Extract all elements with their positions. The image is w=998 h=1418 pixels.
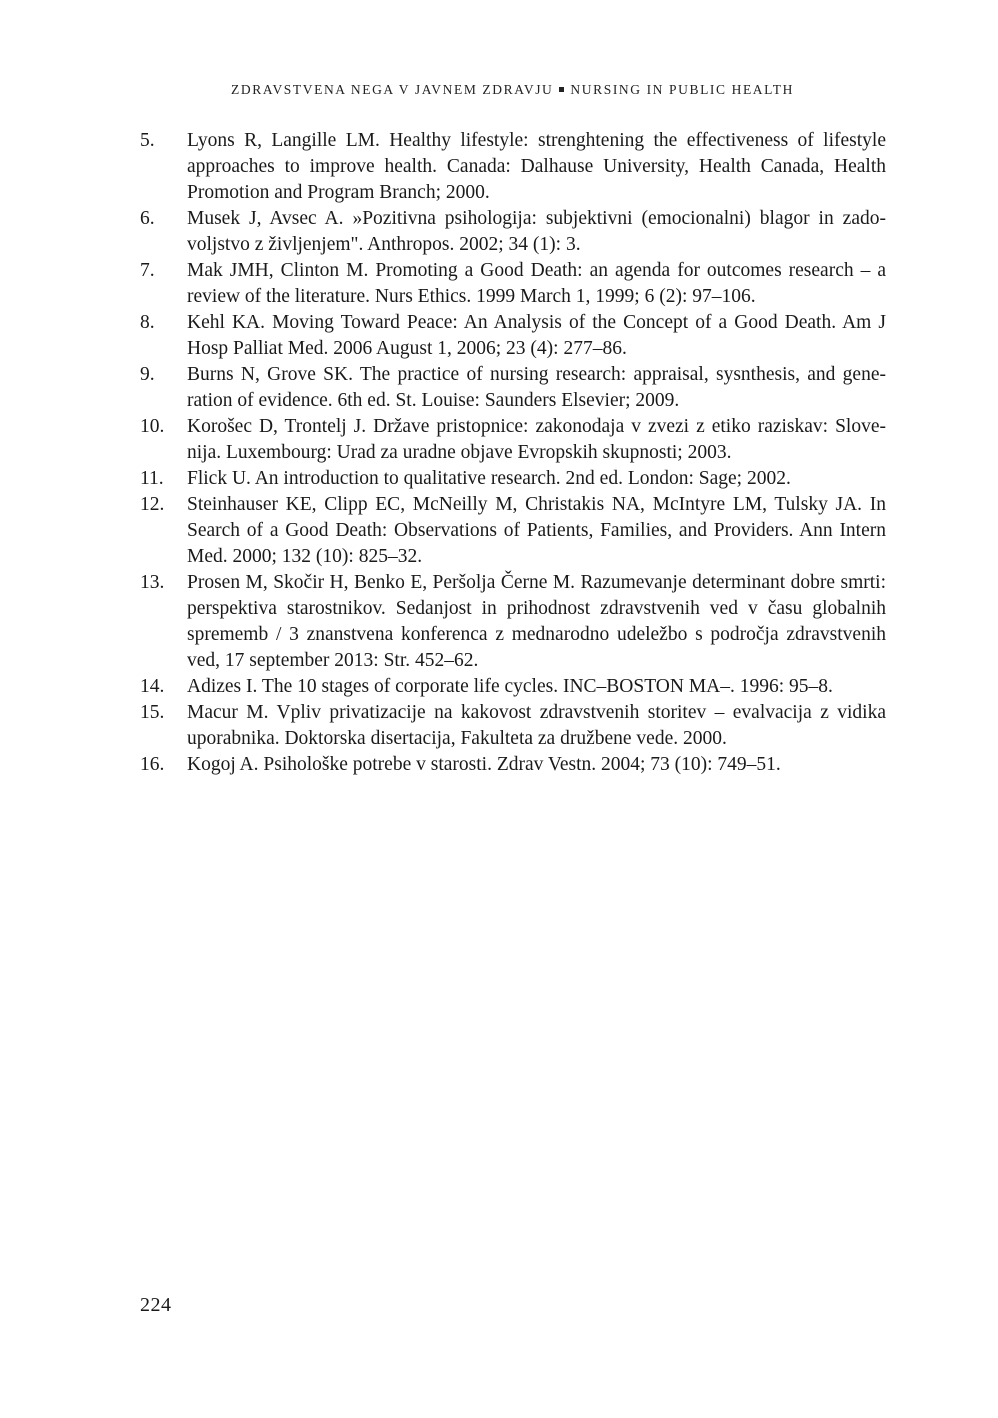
page-number: 224 (140, 1294, 172, 1316)
reference-number: 6. (140, 208, 155, 229)
reference-item (140, 700, 886, 752)
reference-item (140, 466, 886, 492)
reference-number: 11. (140, 468, 164, 489)
reference-text: Flick U. An introduction to qualitative research. 2nd ed. London: Sage; 2002. (187, 468, 791, 489)
reference-item (140, 674, 886, 700)
reference-item (140, 310, 886, 362)
running-header-left: ZDRAVSTVENA NEGA V JAVNEM ZDRAVJU (231, 82, 554, 97)
reference-text: Mak JMH, Clinton M. Promoting a Good Death: an agenda for outcomes research – a review of the literature. Nurs Ethics. 1999 March 1, 1999; 6 (2): 97–106. (187, 260, 886, 307)
reference-number: 10. (140, 416, 165, 437)
reference-number: 8. (140, 312, 155, 333)
reference-number: 14. (140, 676, 165, 697)
reference-text: Macur M. Vpliv privatizacije na kakovost zdravstvenih storitev – evalvacija z vidika uporabnika. Doktorska disertacija, Fakulteta za družbene vede. 2000. (187, 702, 886, 749)
reference-item (140, 206, 886, 258)
reference-number: 12. (140, 494, 165, 515)
reference-number: 16. (140, 754, 165, 775)
reference-text: Burns N, Grove SK. The practice of nursing research: appraisal, sysnthesis, and generation of evidence. 6th ed. St. Louise: Saunders Elsevier; 2009. (187, 364, 886, 411)
reference-number: 13. (140, 572, 165, 593)
reference-text: Korošec D, Trontelj J. Države pristopnice: zakonodaja v zvezi z etiko raziskav: Slovenija. Luxembourg: Urad za uradne objave Evropskih skupnosti; 2003. (187, 416, 886, 463)
reference-item (140, 752, 886, 778)
reference-item (140, 414, 886, 466)
reference-text: Kehl KA. Moving Toward Peace: An Analysis of the Concept of a Good Death. Am J Hosp Palliat Med. 2006 August 1, 2006; 23 (4): 277–86. (187, 312, 886, 359)
reference-item (140, 570, 886, 674)
reference-item (140, 362, 886, 414)
reference-text: Kogoj A. Psihološke potrebe v starosti. Zdrav Vestn. 2004; 73 (10): 749–51. (187, 754, 781, 775)
separator-square-icon (559, 87, 564, 92)
reference-text: Adizes I. The 10 stages of corporate life cycles. INC–BOSTON MA–. 1996: 95–8. (187, 676, 833, 697)
running-header-right: NURSING IN PUBLIC HEALTH (570, 82, 794, 97)
reference-item (140, 128, 886, 206)
reference-number: 5. (140, 130, 155, 151)
reference-list (140, 128, 886, 778)
running-header (140, 82, 885, 98)
reference-text: Lyons R, Langille LM. Healthy lifestyle: strenghtening the effectiveness of lifestyle approaches to improve health. Canada: Dalhause University, Health Canada, Health Promotion and Program Branch; 2000. (187, 130, 886, 203)
reference-number: 7. (140, 260, 155, 281)
reference-item (140, 258, 886, 310)
reference-text: Steinhauser KE, Clipp EC, McNeilly M, Christakis NA, McIntyre LM, Tulsky JA. In Search of a Good Death: Observations of Patients, Families, and Providers. Ann Intern Med. 2000; 132 (10): 825–32. (187, 494, 886, 567)
reference-text: Prosen M, Skočir H, Benko E, Peršolja Černe M. Razumevanje determinant dobre smrti: perspektiva starostnikov. Sedanjost in prihodnost zdravstvenih ved v času globalnih sprememb / 3 znanstvena konferenca z mednarodno udeležbo s področja zdravstvenih ved, 17 september 2013: Str. 452–62. (187, 572, 886, 671)
reference-text: Musek J, Avsec A. »Pozitivna psihologija: subjektivni (emocionalni) blagor in zadovoljstvo z življenjem". Anthropos. 2002; 34 (1): 3. (187, 208, 886, 255)
reference-item (140, 492, 886, 570)
reference-number: 9. (140, 364, 155, 385)
reference-number: 15. (140, 702, 165, 723)
